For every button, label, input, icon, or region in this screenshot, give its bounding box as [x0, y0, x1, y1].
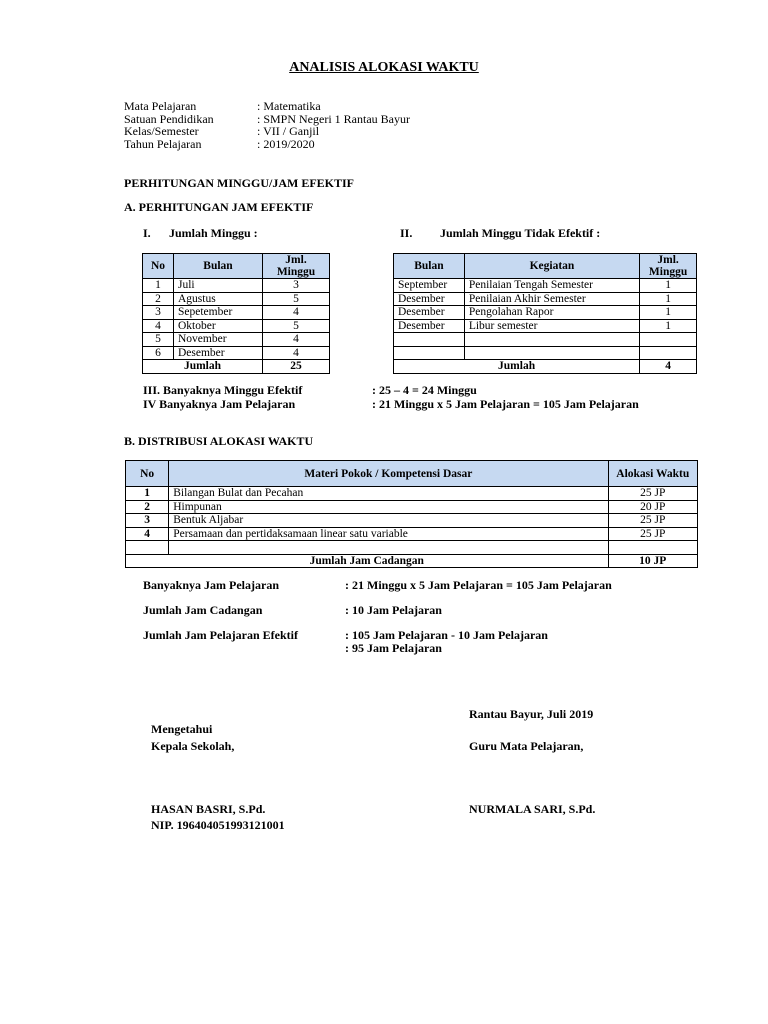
cell-no — [126, 541, 169, 555]
cell-material: Persamaan dan pertidaksamaan linear satu variable — [169, 527, 608, 541]
table-row — [126, 527, 698, 541]
col-header-no: No — [143, 254, 174, 279]
summary-value: : 21 Minggu x 5 Jam Pelajaran = 105 Jam Pelajaran — [345, 578, 612, 592]
total-row — [126, 554, 698, 568]
section-a-heading: A. PERHITUNGAN JAM EFEKTIF — [124, 200, 314, 214]
cell-material: Himpunan — [169, 500, 608, 514]
cell-weeks: 4 — [263, 346, 330, 360]
info-label: Tahun Pelajaran — [124, 136, 202, 151]
weeks-table — [142, 253, 330, 374]
page-title: ANALISIS ALOKASI WAKTU — [289, 60, 479, 75]
cell-month: Oktober — [174, 319, 263, 333]
table-row — [126, 487, 698, 501]
cell-weeks: 1 — [640, 306, 697, 320]
lesson-hours-value: : 21 Minggu x 5 Jam Pelajaran = 105 Jam Pelajaran — [372, 397, 639, 411]
left-sig-nip: NIP. 196404051993121001 — [151, 818, 285, 832]
cell-month: Desember — [174, 346, 263, 360]
table-row — [394, 306, 697, 320]
left-sig-line1: Mengetahui — [151, 722, 213, 736]
effective-weeks-label: III. Banyaknya Minggu Efektif — [143, 383, 303, 397]
effective-weeks-value: : 25 – 4 = 24 Minggu — [372, 383, 477, 397]
cell-no: 4 — [126, 527, 169, 541]
info-label: Satuan Pendidikan — [124, 111, 214, 126]
cell-material — [169, 541, 608, 555]
col-header-activity: Kegiatan — [464, 254, 639, 279]
info-value: : SMPN Negeri 1 Rantau Bayur — [257, 111, 410, 126]
cell-allocation: 20 JP — [608, 500, 697, 514]
cell-month: September — [394, 279, 465, 293]
cell-material: Bentuk Aljabar — [169, 514, 608, 528]
total-value: 25 — [263, 360, 330, 374]
table-row — [394, 279, 697, 293]
lesson-hours-label: IV Banyaknya Jam Pelajaran — [143, 397, 296, 411]
cell-month: Desember — [394, 319, 465, 333]
col-header-month: Bulan — [394, 254, 465, 279]
table-row — [394, 346, 697, 360]
col-header-weeks: Jml. Minggu — [263, 254, 330, 279]
col-header-allocation: Alokasi Waktu — [608, 461, 697, 487]
cell-weeks: 3 — [263, 279, 330, 293]
cell-weeks: 1 — [640, 279, 697, 293]
table-row — [394, 319, 697, 333]
total-row — [394, 360, 697, 374]
total-value: 4 — [640, 360, 697, 374]
total-value: 10 JP — [608, 554, 697, 568]
summary-label: Jumlah Jam Pelajaran Efektif — [143, 628, 298, 642]
summary-label: Jumlah Jam Cadangan — [143, 603, 263, 617]
table-row — [143, 346, 330, 360]
table-row — [143, 319, 330, 333]
col-header-weeks: Jml. Minggu — [640, 254, 697, 279]
cell-weeks: 4 — [263, 306, 330, 320]
total-label: Jumlah Jam Cadangan — [126, 554, 609, 568]
sub-ii-label: Jumlah Minggu Tidak Efektif : — [440, 226, 601, 240]
table-row — [143, 333, 330, 347]
cell-activity: Penilaian Tengah Semester — [464, 279, 639, 293]
cell-weeks: 4 — [263, 333, 330, 347]
cell-weeks — [640, 333, 697, 347]
table-row — [126, 500, 698, 514]
info-label: Mata Pelajaran — [124, 99, 197, 113]
cell-month: Sepetember — [174, 306, 263, 320]
section-heading: PERHITUNGAN MINGGU/JAM EFEKTIF — [124, 176, 355, 190]
sub-i-label: Jumlah Minggu : — [169, 226, 258, 240]
cell-month: Desember — [394, 306, 465, 320]
info-value: : 2019/2020 — [257, 136, 315, 151]
info-year — [124, 138, 315, 151]
cell-weeks — [640, 346, 697, 360]
cell-no: 4 — [143, 319, 174, 333]
col-header-month: Bulan — [174, 254, 263, 279]
table-row — [143, 306, 330, 320]
summary-label: Banyaknya Jam Pelajaran — [143, 578, 280, 592]
cell-no: 2 — [143, 292, 174, 306]
table-row — [394, 292, 697, 306]
summary-value: : 10 Jam Pelajaran — [345, 603, 442, 617]
cell-activity — [464, 333, 639, 347]
right-sig-title: Guru Mata Pelajaran, — [469, 739, 584, 753]
summary-value: : 105 Jam Pelajaran - 10 Jam Pelajaran — [345, 628, 548, 642]
cell-weeks: 5 — [263, 292, 330, 306]
place-date: Rantau Bayur, Juli 2019 — [469, 707, 594, 721]
total-row — [143, 360, 330, 374]
info-value: : Matematika — [257, 99, 321, 113]
table-row — [394, 333, 697, 347]
cell-weeks: 1 — [640, 319, 697, 333]
table-row — [126, 514, 698, 528]
cell-month — [394, 333, 465, 347]
cell-no: 3 — [126, 514, 169, 528]
cell-month: Agustus — [174, 292, 263, 306]
section-b-heading: B. DISTRIBUSI ALOKASI WAKTU — [124, 434, 314, 448]
table-row — [126, 541, 698, 555]
cell-no: 5 — [143, 333, 174, 347]
table-row — [143, 292, 330, 306]
cell-no: 3 — [143, 306, 174, 320]
col-header-material: Materi Pokok / Kompetensi Dasar — [169, 461, 608, 487]
cell-activity — [464, 346, 639, 360]
right-sig-name: NURMALA SARI, S.Pd. — [469, 802, 596, 816]
total-label: Jumlah — [394, 360, 640, 374]
cell-allocation: 25 JP — [608, 514, 697, 528]
left-sig-name: HASAN BASRI, S.Pd. — [151, 802, 266, 816]
cell-weeks: 1 — [640, 292, 697, 306]
cell-material: Bilangan Bulat dan Pecahan — [169, 487, 608, 501]
sub-ii-number: II. — [400, 226, 413, 240]
cell-activity: Penilaian Akhir Semester — [464, 292, 639, 306]
cell-activity: Pengolahan Rapor — [464, 306, 639, 320]
sub-i-number: I. — [143, 226, 151, 240]
cell-no: 1 — [143, 279, 174, 293]
info-label: Kelas/Semester — [124, 124, 199, 138]
info-value: : VII / Ganjil — [257, 124, 320, 138]
cell-allocation: 25 JP — [608, 487, 697, 501]
cell-month: November — [174, 333, 263, 347]
cell-month: Juli — [174, 279, 263, 293]
time-allocation-table — [125, 460, 698, 568]
cell-weeks: 5 — [263, 319, 330, 333]
cell-no: 1 — [126, 487, 169, 501]
summary-value: : 95 Jam Pelajaran — [345, 641, 442, 655]
total-label: Jumlah — [143, 360, 263, 374]
col-header-no: No — [126, 461, 169, 487]
cell-allocation — [608, 541, 697, 555]
cell-no: 2 — [126, 500, 169, 514]
cell-month: Desember — [394, 292, 465, 306]
cell-allocation: 25 JP — [608, 527, 697, 541]
non-effective-weeks-table — [393, 253, 697, 374]
left-sig-title: Kepala Sekolah, — [151, 739, 235, 753]
cell-no: 6 — [143, 346, 174, 360]
cell-activity: Libur semester — [464, 319, 639, 333]
cell-month — [394, 346, 465, 360]
table-row — [143, 279, 330, 293]
